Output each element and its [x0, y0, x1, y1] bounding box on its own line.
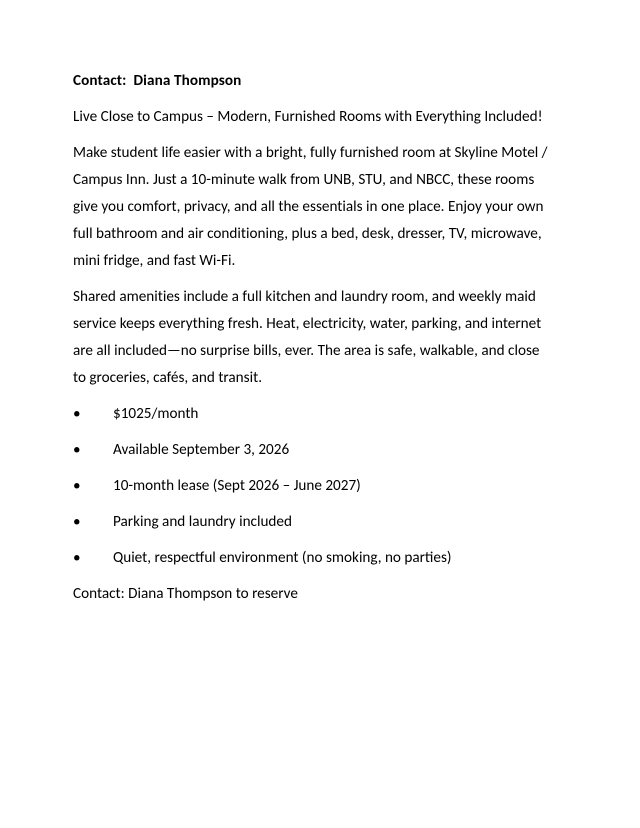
list-item-label: $1025/month: [113, 405, 199, 423]
document-body: [73, 68, 554, 608]
list-item: [73, 401, 554, 428]
description-paragraph-2: Shared amenities include a full kitchen and laundry room, and weekly maid service keeps everything fresh. Heat, electricity, water, parking, and internet are all included—no surprise bills, ever. The area is safe, walkable, and close to groceries, cafés, and transit.: [73, 288, 542, 387]
list-item: [73, 545, 554, 572]
bullet-marker-icon: •: [73, 513, 81, 531]
list-item: [73, 509, 554, 536]
list-item-label: Available September 3, 2026: [113, 441, 290, 459]
features-list: [73, 401, 554, 572]
listing-subheading: Live Close to Campus – Modern, Furnished Rooms with Everything Included!: [73, 108, 543, 126]
list-item-label: Parking and laundry included: [113, 513, 292, 531]
contact-heading: Contact: Diana Thompson: [73, 72, 242, 90]
list-item-label: 10-month lease (Sept 2026 – June 2027): [113, 477, 361, 495]
bullet-marker-icon: •: [73, 441, 81, 459]
bullet-marker-icon: •: [73, 477, 81, 495]
bullet-marker-icon: •: [73, 405, 81, 423]
description-paragraph-1: Make student life easier with a bright, fully furnished room at Skyline Motel / Campus Inn. Just a 10-minute walk from UNB, STU, and NBCC, these rooms give you comfort, privacy, and all the essentials in one place. Enjoy your own full bathroom and air conditioning, plus a bed, desk, dresser, TV, microwave, mini fridge, and fast Wi-Fi.: [73, 144, 548, 270]
list-item: [73, 473, 554, 500]
list-item: [73, 437, 554, 464]
bullet-marker-icon: •: [73, 549, 81, 567]
closing-contact-line: Contact: Diana Thompson to reserve: [73, 585, 298, 603]
list-item-label: Quiet, respectful environment (no smoking, no parties): [113, 549, 452, 567]
